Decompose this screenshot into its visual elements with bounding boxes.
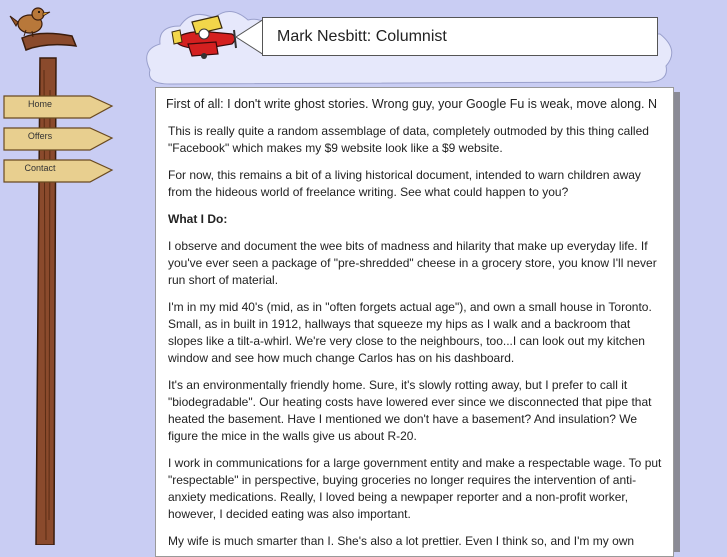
- bird-icon: [10, 8, 50, 37]
- nav-offers-label: Offers: [27, 131, 53, 141]
- content-panel: [155, 87, 674, 557]
- signpost-graphic: [0, 0, 120, 545]
- airplane-icon: [168, 8, 240, 64]
- body-paragraph: My wife is much smarter than I. She's also a lot prettier. Even I think so, and I'm my own: [168, 534, 635, 548]
- title-pointer: [236, 17, 264, 57]
- nav-contact-sign[interactable]: [2, 156, 114, 184]
- nav-offers-sign[interactable]: [2, 124, 114, 152]
- nav-contact-label: Contact: [24, 163, 56, 173]
- nav-home-label: Home: [27, 99, 52, 109]
- nav-home-sign[interactable]: [2, 92, 114, 120]
- intro-paragraph: For now, this remains a bit of a living historical document, intended to warn children away from the hideous world of freelance writing. See what could happen to you?: [168, 168, 641, 199]
- intro-paragraph: This is really quite a random assemblage of data, completely outmoded by this thing called "Facebook" which makes my $9 website look like a $9 website.: [168, 124, 649, 155]
- content-body: [156, 88, 673, 550]
- body-paragraph: I work in communications for a large government entity and make a respectable wage. To put "respectable" in perspective, buying groceries no longer requires the intervention of anti-anxiety medications. Really, I loved being a newpaper reporter and a non-profit worker, however, I decided eating was also important.: [168, 456, 662, 521]
- body-paragraph: It's an environmentally friendly home. Sure, it's slowly rotting away, but I prefer to call it "biodegradable". Our heating costs have lowered ever since we disconnected that pipe that heated the basement. Have I mentioned we don't have a basement? And insulation? We figure the mice in the walls give us about R-20.: [168, 378, 652, 443]
- section-heading: What I Do:: [168, 212, 228, 226]
- site-title-box: [262, 17, 658, 56]
- body-paragraph: I'm in my mid 40's (mid, as in "often forgets actual age"), and own a small house in Toronto. Small, as in built in 1912, hallways that squeeze my hips as I walk and a backroom that slopes like a tilt-a-whirl. We're very close to the neighbours, too...I can look out my kitchen window and see how much change Carlos has on his dashboard.: [168, 300, 652, 365]
- lead-text: First of all: I don't write ghost stories. Wrong guy, your Google Fu is weak, move along. N: [166, 97, 658, 111]
- body-paragraph: I observe and document the wee bits of madness and hilarity that make up everyday life. If you've ever seen a package of "pre-shredded" cheese in a grocery store, you know I'll never run short of material.: [168, 239, 657, 287]
- signpost: [0, 0, 120, 545]
- site-title: Mark Nesbitt: Columnist: [277, 27, 447, 45]
